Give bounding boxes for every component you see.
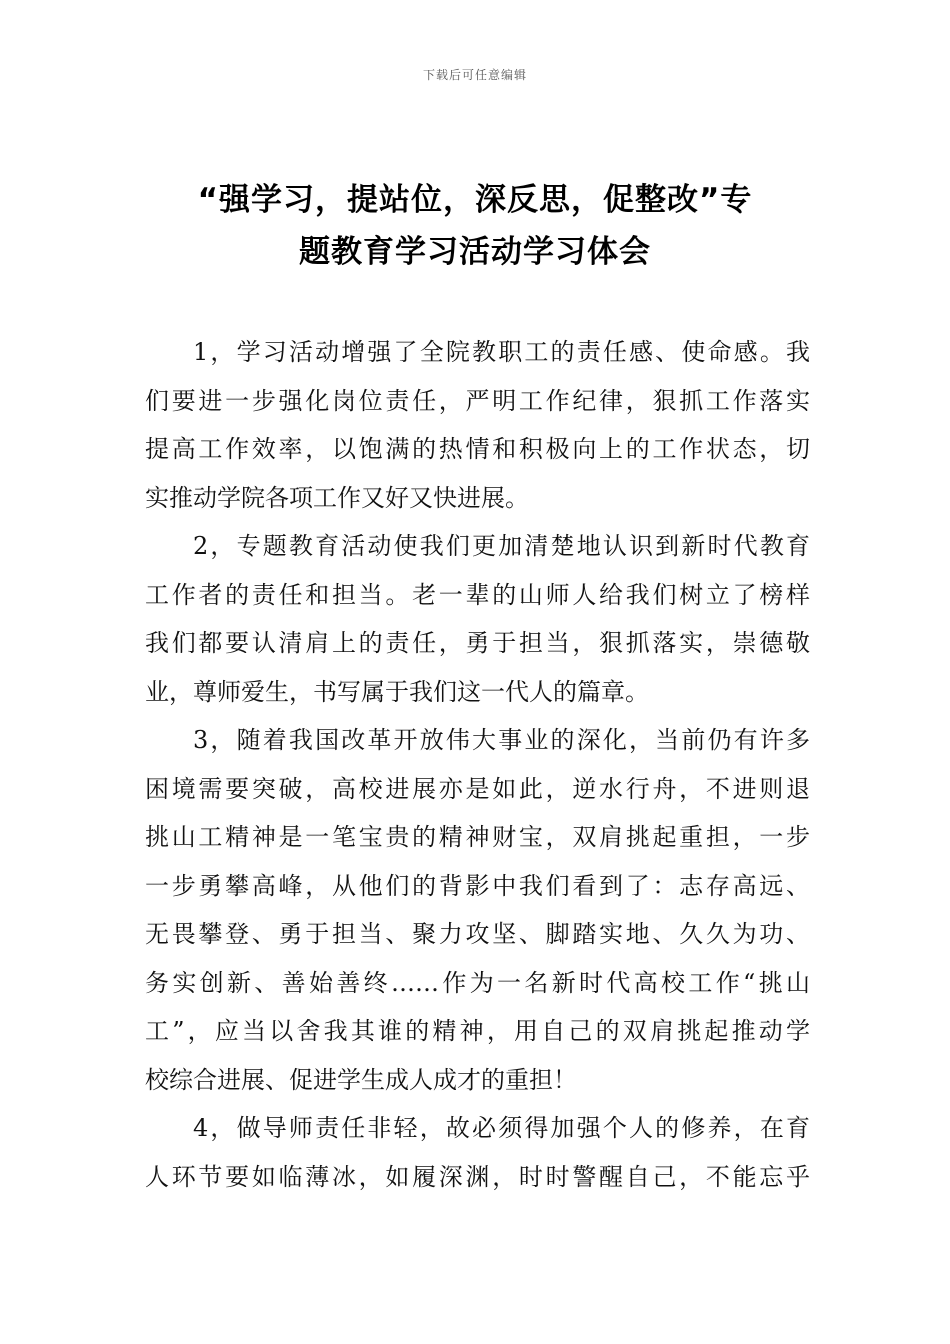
paragraph-line: 困境需要突破，高校进展亦是如此，逆水行舟，不进则退 <box>145 774 810 803</box>
paragraph-line: 提高工作效率，以饱满的热情和积极向上的工作状态，切 <box>145 435 810 463</box>
document-title <box>130 174 820 278</box>
paragraph-line: 务实创新、善始善终……作为一名新时代高校工作“挑山 <box>145 968 810 997</box>
paragraph-3 <box>145 716 810 1104</box>
paragraph-line: 4，做导师责任非轻，故必须得加强个人的修养，在育 <box>193 1114 810 1142</box>
paragraph-line: 校综合进展、促进学生成人成才的重担！ <box>145 1065 577 1094</box>
paragraph-1 <box>145 328 810 522</box>
paragraph-4 <box>145 1104 810 1201</box>
paragraph-line: 2，专题教育活动使我们更加清楚地认识到新时代教育 <box>193 532 810 560</box>
paragraph-line: 工”，应当以舍我其谁的精神，用自己的双肩挑起推动学 <box>145 1017 810 1045</box>
paragraph-line: 人环节要如临薄冰，如履深渊，时时警醒自己，不能忘乎 <box>145 1162 810 1191</box>
paragraph-line: 1，学习活动增强了全院教职工的责任感、使命感。我 <box>193 338 810 366</box>
document-body <box>145 328 810 1201</box>
paragraph-2 <box>145 522 810 716</box>
paragraph-line: 3，随着我国改革开放伟大事业的深化，当前仍有许多 <box>193 726 810 754</box>
paragraph-line: 我们都要认清肩上的责任，勇于担当，狠抓落实，崇德敬 <box>145 629 810 657</box>
paragraph-line: 挑山工精神是一笔宝贵的精神财宝，双肩挑起重担，一步 <box>145 823 810 851</box>
paragraph-line: 无畏攀登、勇于担当、聚力攻坚、脚踏实地、久久为功、 <box>145 920 810 948</box>
paragraph-line: 一步勇攀高峰，从他们的背影中我们看到了：志存高远、 <box>145 871 810 900</box>
paragraph-line: 工作者的责任和担当。老一辈的山师人给我们树立了榜样 <box>145 580 810 609</box>
paragraph-line: 实推动学院各项工作又好又快进展。 <box>145 483 529 512</box>
title-line-1: “强学习，提站位，深反思，促整改”专 <box>197 182 753 218</box>
paragraph-line: 们要进一步强化岗位责任，严明工作纪律，狠抓工作落实 <box>145 386 810 415</box>
title-line-2: 题教育学习活动学习体会 <box>299 234 651 270</box>
paragraph-line: 业，尊师爱生，书写属于我们这一代人的篇章。 <box>145 677 649 706</box>
header-note: 下载后可任意编辑 <box>422 68 527 82</box>
